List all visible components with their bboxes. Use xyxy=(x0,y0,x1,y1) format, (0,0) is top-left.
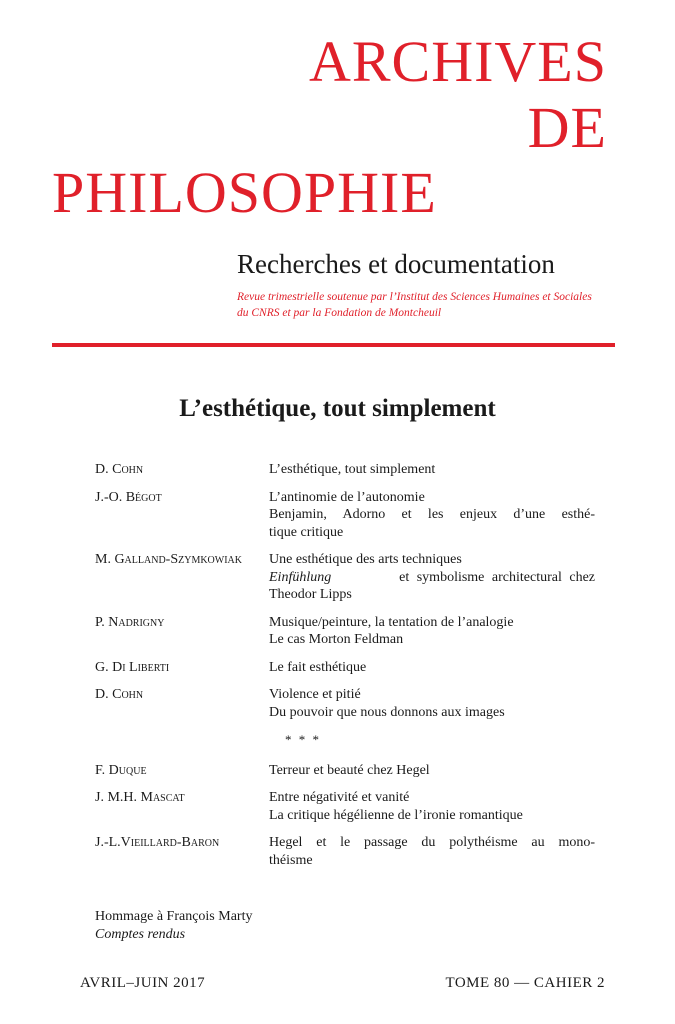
toc-entry xyxy=(95,461,595,479)
toc-entry xyxy=(95,659,595,677)
table-of-contents xyxy=(95,461,595,879)
toc-author: F. Duque xyxy=(95,762,147,778)
toc-title-line: Entre négativité et vanité xyxy=(269,790,410,805)
toc-entry xyxy=(95,614,595,649)
comptes-rendus-line: Comptes rendus xyxy=(95,926,186,942)
toc-author: G. Di Liberti xyxy=(95,659,170,675)
toc-title-line: Musique/peinture, la tentation de l’analogie xyxy=(269,614,514,630)
toc-titles xyxy=(269,461,595,479)
toc-author: J.-L.Vieillard-Baron xyxy=(95,835,220,850)
extra-sections xyxy=(95,908,252,943)
toc-entry xyxy=(95,762,595,780)
journal-title-line-2: DE xyxy=(527,95,607,160)
description-line-2: du CNRS et par la Fondation de Montcheuil xyxy=(237,307,442,319)
toc-title-line: Du pouvoir que nous donnons aux images xyxy=(269,704,505,720)
toc-title-line: Le fait esthétique xyxy=(269,659,367,675)
toc-author: J.-O. Bégot xyxy=(95,489,162,505)
toc-titles xyxy=(269,789,595,824)
issue-date: AVRIL–JUIN 2017 xyxy=(80,975,206,991)
toc-title-line-mixed xyxy=(269,569,595,587)
toc-title-line: Violence et pitié xyxy=(269,687,361,702)
toc-title-line: théisme xyxy=(269,852,313,868)
toc-entry xyxy=(95,686,595,721)
toc-title-line: Theodor Lipps xyxy=(269,587,352,602)
toc-author: J. M.H. Mascat xyxy=(95,790,185,805)
issue-volume: TOME 80 — CAHIER 2 xyxy=(445,975,605,991)
section-separator: * * * xyxy=(285,732,321,747)
toc-title-line: Une esthétique des arts techniques xyxy=(269,552,462,567)
toc-entry xyxy=(95,789,595,824)
journal-title-line-3: PHILOSOPHIE xyxy=(52,160,437,225)
toc-titles xyxy=(269,659,595,677)
toc-title-line: Benjamin, Adorno et les enjeux d’une esthé- xyxy=(269,507,595,522)
hommage-line: Hommage à François Marty xyxy=(95,909,253,924)
toc-entry xyxy=(95,489,595,542)
toc-title-line: Hegel et le passage du polythéisme au mono- xyxy=(269,835,595,850)
toc-author: D. Cohn xyxy=(95,462,144,477)
toc-titles xyxy=(269,614,595,649)
toc-author: D. Cohn xyxy=(95,687,144,702)
toc-title-italic: Einfühlung xyxy=(269,569,332,585)
toc-titles xyxy=(269,551,595,604)
toc-author: M. Galland-Szymkowiak xyxy=(95,552,242,567)
toc-titles xyxy=(269,762,595,780)
toc-entry xyxy=(95,551,595,604)
journal-title-line-1: ARCHIVES xyxy=(308,29,607,94)
toc-title-line: Terreur et beauté chez Hegel xyxy=(269,762,430,778)
toc-titles xyxy=(269,686,595,721)
toc-entry xyxy=(95,834,595,869)
issue-theme: L’esthétique, tout simplement xyxy=(179,395,496,422)
red-divider xyxy=(52,343,615,347)
toc-author: P. Nadrigny xyxy=(95,614,165,630)
toc-titles xyxy=(269,834,595,869)
description-line-1: Revue trimestrielle soutenue par l’Institut des Sciences Humaines et Sociales xyxy=(237,291,592,303)
toc-title-line: L’antinomie de l’autonomie xyxy=(269,489,425,505)
journal-description xyxy=(237,289,617,321)
toc-title-line: tique critique xyxy=(269,524,344,540)
toc-title-line: L’esthétique, tout simplement xyxy=(269,462,436,477)
toc-titles xyxy=(269,489,595,542)
toc-title-line: La critique hégélienne de l’ironie romantique xyxy=(269,807,523,823)
toc-title-rest: et symbolisme architectural chez xyxy=(391,569,595,585)
journal-subtitle: Recherches et documentation xyxy=(237,249,555,279)
toc-title-line: Le cas Morton Feldman xyxy=(269,632,404,647)
